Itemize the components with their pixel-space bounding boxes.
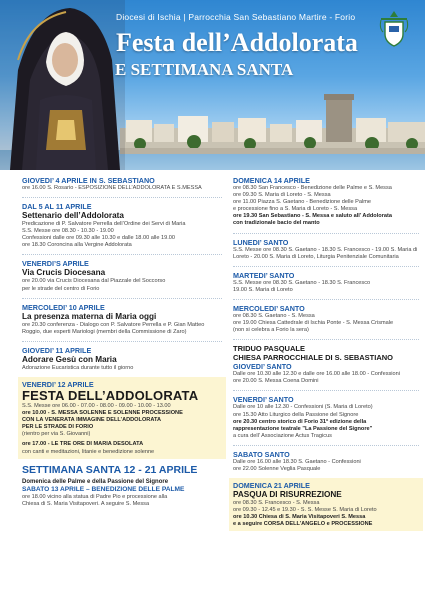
event-date: LUNEDI’ SANTO [233,237,289,247]
event-detail: rappresentazione teatrale "La Passione del Signore" [233,425,373,432]
event-detail: ore 15.30 Atto Liturgico della Passione del Signore [233,411,359,418]
event-detail: ore 20.30 centro storico di Forio 31ª edizione della [233,418,367,425]
event-detail: ore 11.00 Piazza S. Gaetano - Benedizione delle Palme [233,199,371,206]
event-holy-monday [233,238,419,261]
event-date: GIOVEDI’ SANTO [233,362,292,372]
event-title: PASQUA DI RISURREZIONE [233,490,342,500]
event-date: DOMENICA 14 APRILE [233,176,310,185]
event-good-friday [233,395,419,439]
divider [233,233,419,234]
event-title: Settenario dell’Addolorata [22,211,124,221]
divider [233,339,419,340]
event-detail: ore 22.00 Solenne Veglia Pasquale [233,465,321,472]
event-date: VENERDI’ 12 APRILE [22,379,94,389]
event-detail: e processione fino a S. Maria di Loreto - S. Messa [233,206,358,213]
addolorata-statue-image [0,0,125,170]
event-title: Via Crucis Diocesana [22,268,106,278]
event-date: VENERDI’S APRILE [22,259,89,269]
event-detail: S.S. Messe ore 08.30 - 10.30 - 19.00 [22,228,114,235]
event-detail: ore 08.30 S. Francesco - S. Messa [233,500,320,507]
event-date: SABATO SANTO [233,449,290,459]
event-detail: ore 08.30 San Francesco - Benedizione delle Palme e S. Messa [233,185,392,191]
divider [233,299,419,300]
header-banner [0,0,425,170]
event-festa-addolorata [18,377,226,459]
event-detail: Confessioni dalle ore 09.30 alle 10.30 e dalle 18.00 alle 19.00 [22,235,176,242]
event-date: DAL 5 AL 11 APRILE [22,202,92,212]
event-detail: Dalle ore 10 alle 12.30 - Confessioni (S. Maria di Loreto) [233,404,373,411]
event-detail: 19.00 S. Maria di Loreto [233,286,293,293]
event-detail: ore 08.30 S. Gaetano - S. Messa [233,312,315,319]
event-holy-wednesday [233,304,419,334]
event-detail: e a seguire CORSA DELL’ANGELO e PROCESSIONE [233,521,373,528]
event-detail: ore 19.00 Chiesa Cattedrale di Ischia Ponte - S. Messa Crismale [233,320,394,327]
divider [233,266,419,267]
right-column [233,176,419,536]
event-detail: CON LA VENERATA IMMAGINE DELL’ADDOLORATA [22,417,162,424]
event-detail: Dalle ore 10.30 alle 12.30 e dalle ore 16.00 alle 18.00 - Confessioni [233,371,400,378]
event-date: MERCOLEDI’ SANTO [233,303,305,313]
event-settenario [22,202,222,249]
event-holy-tuesday [233,271,419,294]
event-date: MARTEDI’ SANTO [233,270,295,280]
page-subtitle: E SETTIMANA SANTA [115,60,294,79]
event-detail: PER LE STRADE DI FORIO [22,424,94,431]
event-detail: Dalle ore 16.00 alle 18.30 S. Gaetano - Confessioni [233,458,361,465]
event-detail: ore 19.30 San Sebastiano - S. Messa e saluto all’ Addolorata [233,213,392,220]
event-4-april [22,176,222,192]
event-detail: ore 18.00 vicino alla statua di Padre Pio e processione alla [22,493,168,500]
event-detail: ore 20.00 via Crucis Diocesana dal Piazzale del Soccorso [22,278,166,285]
event-date: GIOVEDI’ 4 APRILE IN S. SEBASTIANO [22,176,155,185]
event-title: Adorare Gesù con Maria [22,354,117,364]
event-detail: S.S. Messe ore 08.30 S. Gaetano - 18.30 S. Francesco [233,279,371,286]
diocese-label: Diocesi di Ischia | Parrocchia San Sebastiano Martire - Forio [116,12,356,22]
event-detail: a cura dell’ Associazione Actus Tragicus [233,432,332,439]
event-detail: Roggio, due esperti Mariologi (membri della Commissione di Zaro) [22,328,187,335]
event-detail: ore 09.30 S. Maria di Loreto - S. Messa [233,192,331,199]
town-skyline-image [120,92,425,154]
palm-blessing-date: SABATO 13 APRILE – BENEDIZIONE DELLE PALME [22,486,185,494]
event-detail: (rientro per via S. Giovanni) [22,431,91,438]
event-detail: Chiesa di S. Maria Visitapoveri. A seguire S. Messa [22,500,150,507]
holy-week-subtitle: Domenica delle Palme e della Passione del Signore [22,478,169,485]
event-conference [22,303,222,336]
event-detail: con tradizionale bacio del manto [233,220,320,227]
event-detail: ore 18.30 Coroncina alla Vergine Addolorata [22,242,132,249]
event-detail: S.S. Messe ore 06.00 - 07.00 - 08.00 - 09.00 - 10.00 - 13.00 [22,402,171,409]
event-title: La presenza materna di Maria oggi [22,311,157,321]
event-detail: ore 20.30 conferenza - Dialogo con P. Salvatore Perrella e P. Gian Matteo [22,321,205,328]
event-detail: ore 17.00 - LE TRE ORE DI MARIA DESOLATA [22,441,144,448]
event-detail: ore 10.00 - S. MESSA SOLENNE E SOLENNE PROCESSIONE [22,410,183,417]
divider [22,298,222,299]
event-title: FESTA DELL’ADDOLORATA [22,387,199,403]
event-detail: per le strade del centro di Forio [22,285,100,292]
event-easter-sunday [229,478,423,531]
event-date: DOMENICA 21 APRILE [233,481,310,491]
event-palm-sunday [233,176,419,228]
event-date: GIOVEDI’ 11 APRILE [22,345,92,355]
event-date: VENERDI’ SANTO [233,395,294,405]
event-date: MERCOLEDI’ 10 APRILE [22,302,105,312]
event-holy-saturday [233,450,419,473]
divider [233,390,419,391]
event-detail: Predicazione di P. Salvatore Perrella dell’Ordine dei Servi di Maria [22,221,186,228]
event-detail: (non si celebra a Forio la sera) [233,327,309,334]
event-detail: ore 10.30 Chiesa di S. Maria Visitapoveri S. Messa [233,514,366,521]
event-triduo [233,344,419,385]
event-detail: ore 09.30 - 12.45 e 19.30 - S. S. Messe S. Maria di Loreto [233,507,377,514]
divider [233,445,419,446]
event-adorazione [22,346,222,372]
event-detail: ore 20.00 S. Messa Coena Domini [233,378,319,385]
event-detail: con canti e meditazioni, litanie e benedizione solenne [22,448,155,455]
left-column [22,176,222,513]
page-title: Festa dell’Addolorata [116,28,358,57]
bishop-crest-icon [378,10,410,48]
event-via-crucis [22,259,222,292]
event-detail: S.S. Messe ore 08.30 S. Gaetano - 18.30 S. Francesco - 19.00 S. Maria di [233,246,418,253]
holy-week-title: SETTIMANA SANTA 12 - 21 APRILE [22,463,198,476]
divider [22,254,222,255]
holy-week-intro [22,464,222,508]
event-detail: Loreto - 20.00 S. Maria di Loreto, Liturgia Penitenziale Comunitaria [233,253,399,260]
divider [22,197,222,198]
event-detail: ore 16.00 S. Rosario - ESPOSIZIONE DELL’ADDOLORATA E S.MESSA [22,185,202,191]
triduo-title: TRIDUO PASQUALE [233,344,305,354]
triduo-church: CHIESA PARROCCHIALE DI S. SEBASTIANO [233,353,394,363]
divider [22,341,222,342]
event-detail: Adorazione Eucaristica durante tutto il giorno [22,364,134,371]
